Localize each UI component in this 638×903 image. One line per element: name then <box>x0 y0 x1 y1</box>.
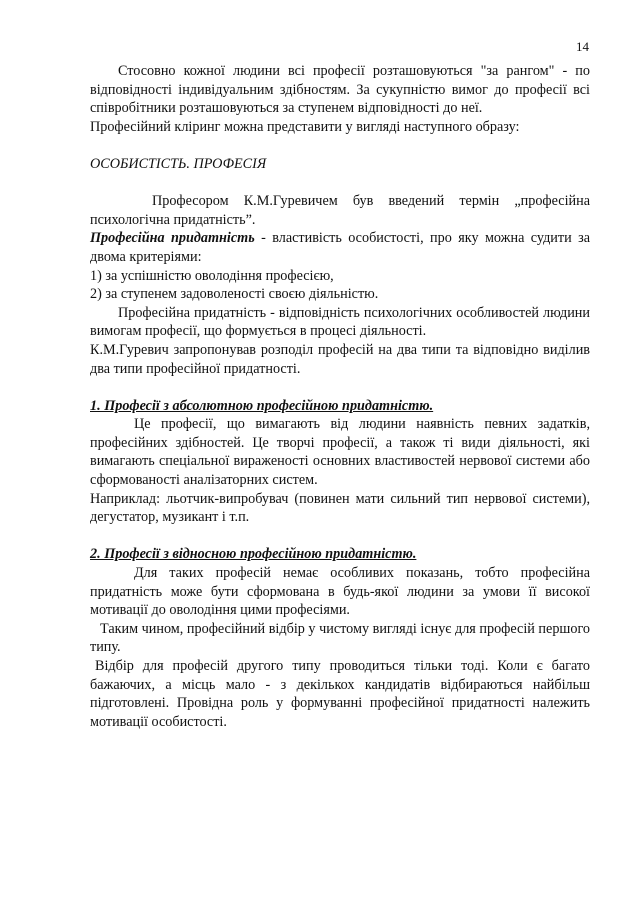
section-1-title: 1. Професії з абсолютною професійною придатністю. <box>90 397 434 414</box>
paragraph-suitability: Професійна придатність - відповідність психологічних особливостей людини вимогам професії, що формується в процесі діяльності. <box>90 304 590 340</box>
definition-text: - властивість особистості, про яку можна судити за двома критеріями: <box>90 230 590 265</box>
section-2-second-type: Відбір для професій другого типу проводиться тільки тоді. Коли є багато бажаючих, а місць мало - з декількох кандидатів відбираються найбільш підготовлені. Провідна роль у формуванні професійної придатності належить мотивації особистості. <box>90 658 590 730</box>
criterion-2: 2) за ступенем задоволеності своєю діяльністю. <box>90 286 379 303</box>
section-1-example: Наприклад: льотчик-випробувач (повинен мати сильний тип нервової системи), дегустатор, музикант і т.п. <box>90 490 590 526</box>
paragraph-ranking: Стосовно кожної людини всі професії розташовуються "за рангом" - по відповідності індивідуальним здібностям. За сукупністю вимог до професії всі співробітники розташовуються за ступенем відповідності до неї. <box>90 63 590 117</box>
section-heading: ОСОБИСТІСТЬ. ПРОФЕСІЯ <box>90 155 267 172</box>
definition-term: Професійна придатність <box>90 230 255 247</box>
section-2-paragraph: Для таких професій немає особливих показань, тобто професійна придатність може бути сформована в будь-якої людини за умови її високої мотивації до оволодіння цими професіями. <box>90 565 590 619</box>
section-2-title: 2. Професії з відносною професійною придатністю. <box>90 546 417 563</box>
section-1-paragraph: Це професії, що вимагають від людини наявність певних задатків, професійних здібностей. Це творчі професії, а також ті види діяльності, які вимагають спеціальної вираженості основних властивостей нервової системи або сформованості аналізаторних систем. <box>90 416 590 489</box>
paragraph-division: К.М.Гуревич запропонував розподіл професій на два типи та відповідно виділив два типи професійної придатності. <box>90 341 590 377</box>
paragraph-gurevich-term: Професором К.М.Гуревичем був введений термін „професійна психологічна придатність”. <box>90 193 590 228</box>
section-2-selection: Таким чином, професійний відбір у чистому вигляді існує для професій першого типу. <box>90 620 590 656</box>
page-number: 14 <box>576 39 589 54</box>
page-content <box>90 62 590 731</box>
criterion-1: 1) за успішністю оволодіння професією, <box>90 267 334 284</box>
paragraph-definition <box>90 229 590 266</box>
paragraph-clearing: Професійний кліринг можна представити у вигляді наступного образу: <box>90 118 520 135</box>
